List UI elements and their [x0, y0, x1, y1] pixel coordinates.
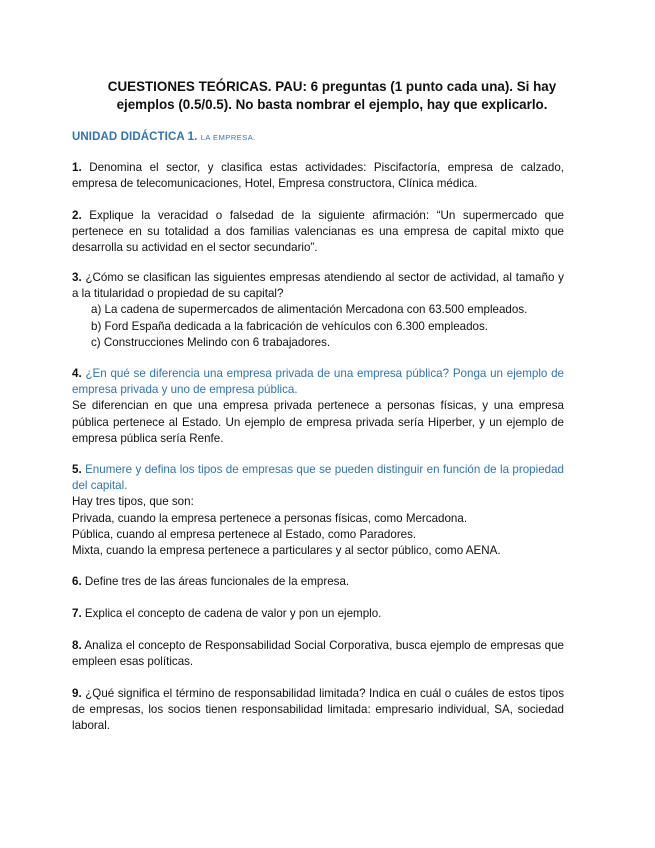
question-2	[72, 208, 564, 257]
question-number: 5.	[72, 463, 82, 476]
question-8	[72, 638, 564, 670]
question-7	[72, 606, 564, 622]
question-number: 7.	[72, 607, 82, 620]
question-text: ¿Qué significa el término de responsabilidad limitada? Indica en cuál o cuáles de estos tipos de empresas, los socios tienen responsabilidad limitada: empresario individual, SA, sociedad laboral.	[72, 687, 564, 733]
question-number: 8.	[72, 639, 82, 652]
unit-label: UNIDAD DIDÁCTICA 1.	[72, 131, 198, 143]
option-b: b) Ford España dedicada a la fabricación de vehículos con 6.300 empleados.	[91, 319, 489, 333]
question-text: Explica el concepto de cadena de valor y pon un ejemplo.	[84, 607, 382, 620]
question-6	[72, 574, 564, 590]
question-number: 6.	[72, 575, 82, 588]
question-text: Analiza el concepto de Responsabilidad Social Corporativa, busca ejemplo de empresas que empleen esas políticas.	[72, 639, 564, 669]
question-3	[72, 270, 564, 351]
question-5	[72, 462, 564, 559]
question-number: 3.	[72, 271, 82, 284]
question-text: Define tres de las áreas funcionales de la empresa.	[84, 575, 350, 588]
question-text: Enumere y defina los tipos de empresas que se pueden distinguir en función de la propiedad del capital.	[72, 463, 564, 493]
question-1	[72, 160, 564, 192]
answer-line: Mixta, cuando la empresa pertenece a particulares y al sector público, como AENA.	[72, 544, 501, 558]
page-title	[72, 78, 592, 114]
question-text: ¿En qué se diferencia una empresa privada de una empresa pública? Ponga un ejemplo de empresa privada y uno de empresa pública.	[72, 367, 564, 397]
answer-text: Se diferencian en que una empresa privada pertenece a personas físicas, y una empresa pública pertenece al Estado. Un ejemplo de empresa privada sería Hiperber, y un ejemplo de empresa pública sería Renfe.	[72, 399, 564, 445]
question-number: 4.	[72, 367, 82, 380]
title-line-1: CUESTIONES TEÓRICAS. PAU: 6 preguntas (1 punto cada una). Si hay	[107, 79, 557, 94]
option-c: c) Construcciones Melindo con 6 trabajadores.	[91, 335, 331, 349]
question-4	[72, 366, 564, 447]
answer-line: Hay tres tipos, que son:	[72, 495, 194, 509]
question-number: 1.	[72, 161, 82, 174]
question-text: Denomina el sector, y clasifica estas actividades: Piscifactoría, empresa de calzado, empresa de telecomunicaciones, Hotel, Empresa constructora, Clínica médica.	[72, 161, 564, 191]
title-line-2: ejemplos (0.5/0.5). No basta nombrar el ejemplo, hay que explicarlo.	[116, 97, 548, 112]
question-number: 9.	[72, 687, 82, 700]
question-number: 2.	[72, 209, 82, 222]
question-text: Explique la veracidad o falsedad de la siguiente afirmación: “Un supermercado que pertenece en su totalidad a dos familias valencianas es una empresa de capital mixto que desarrolla su actividad en el sector secundario”.	[72, 209, 564, 255]
question-9	[72, 686, 564, 735]
unit-heading	[72, 131, 256, 143]
unit-subtitle: LA EMPRESA.	[200, 133, 256, 142]
question-text: ¿Cómo se clasifican las siguientes empresas atendiendo al sector de actividad, al tamaño y a la titularidad o propiedad de su capital?	[72, 271, 564, 301]
answer-line: Privada, cuando la empresa pertenece a personas físicas, como Mercadona.	[72, 511, 468, 525]
answer-line: Pública, cuando al empresa pertenece al Estado, como Paradores.	[72, 527, 417, 541]
option-a: a) La cadena de supermercados de alimentación Mercadona con 63.500 empleados.	[91, 303, 528, 317]
